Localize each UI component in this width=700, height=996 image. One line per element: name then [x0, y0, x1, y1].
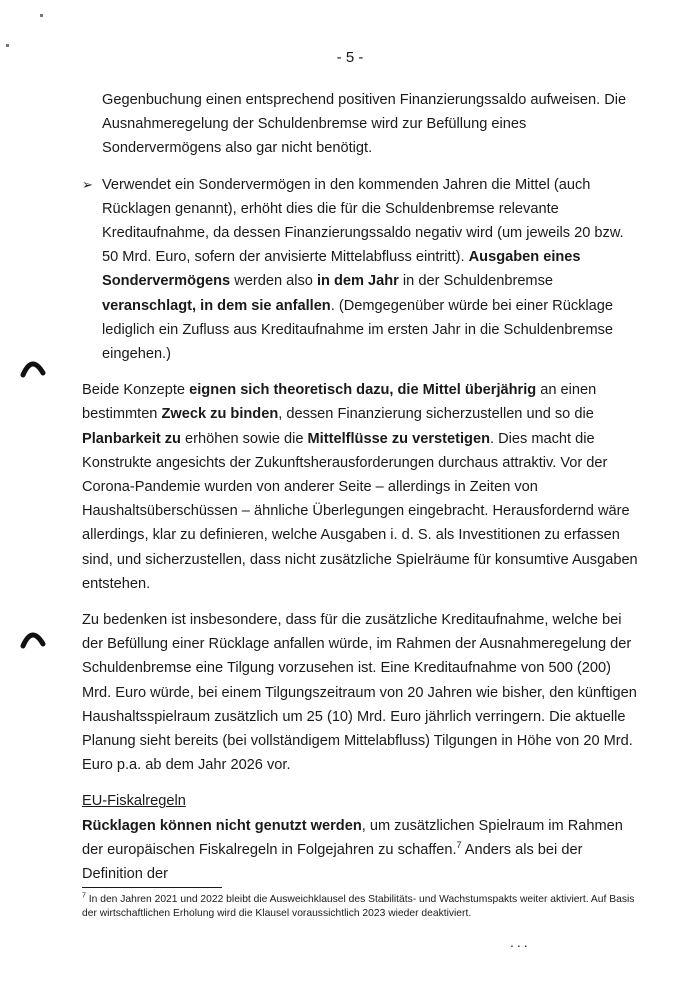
bold-phrase: Zweck zu binden	[161, 406, 279, 423]
paragraph-repayment: Zu bedenken ist insbesondere, dass für die zusätzliche Kreditaufnahme, welche bei der Befüllung einer Rücklage anfallen würde, im Rahmen der Ausnahmeregelung der Schuldenbremse eine Tilgung vorzusehen ist. Eine Kreditaufnahme von 500 (200) Mrd. Euro würde, bei einem Tilgungszeitraum von 20 Jahren wie bisher, den künftigen Haushaltsspielraum zusätzlich um 25 (10) Mrd. Euro jährlich verringern. Die aktuelle Planung sieht bereits (bei vollständigem Mittelabfluss) Tilgungen in Höhe von 20 Mrd. Euro p.a. ab dem Jahr 2026 vor.	[82, 612, 637, 774]
paragraph-concepts: Beide Konzepte eignen sich theoretisch dazu, die Mittel überjährig an einen bestimmten Zweck zu binden, dessen Finanzierung sicherzustellen und so die Planbarkeit zu erhöhen sowie die Mittelflüsse zu verstetigen. Dies macht die Konstrukte angesichts der Zukunftsherausforderungen durchaus attraktiv. Vor der Corona-Pandemie wurden von anderer Seite – allerdings in Zeiten von Haushaltsüberschüssen – ähnliche Überlegungen eingebracht. Herausfordernd wäre allerdings, klar zu definieren, welche Ausgaben i. d. S. als Investitionen zu erfassen sind, und sicherzustellen, dass nicht zusätzliche Spielräume für konsumtive Ausgaben entstehen.	[82, 382, 638, 592]
footnote-divider	[82, 887, 222, 888]
bold-phrase: Rücklagen können nicht genutzt werden	[82, 817, 362, 834]
section-heading: EU-Fiskalregeln	[82, 793, 186, 810]
bold-phrase: Ausgaben eines Sondervermögens	[102, 249, 581, 290]
scan-dot	[6, 44, 9, 47]
bullet-item	[82, 173, 642, 367]
footnote: $^7$ In den Jahren 2021 und 2022 bleibt die Ausweichklausel des Stabilitäts- und Wachstumspakts weiter aktiviert. Auf Basis der wirtschaftlichen Erholung wird die Klausel voraussichtlich 2023 wieder deaktiviert.	[82, 892, 635, 919]
bold-phrase: Planbarkeit zu	[82, 430, 181, 447]
margin-arc-mark-icon	[20, 627, 46, 649]
page-number: - 5 -	[336, 49, 364, 66]
bold-phrase: Mittelflüsse zu verstetigen	[307, 430, 490, 447]
paragraph-continuation: Gegenbuchung einen entsprechend positiven Finanzierungssaldo aufweisen. Die Ausnahmeregelung der Schuldenbremse wird zur Befüllung eines Sondervermögens also gar nicht benötigt.	[102, 92, 627, 157]
bold-phrase: veranschlagt, in dem sie anfallen	[102, 297, 331, 314]
footnote-number: 7	[82, 892, 86, 900]
bold-phrase: in dem Jahr	[316, 273, 399, 290]
arrow-bullet-icon: ➢	[82, 176, 93, 192]
bold-phrase: eignen sich theoretisch dazu, die Mittel überjährig	[189, 382, 537, 399]
continuation-dots: ...	[510, 934, 531, 950]
scan-dot	[40, 14, 43, 17]
paragraph-eu-rules: Rücklagen können nicht genutzt werden, um zusätzlichen Spielraum im Rahmen der europäischen Fiskalregeln in Folgejahren zu schaffen.$^7$ Anders als bei der Definition der	[82, 817, 623, 883]
bullet-text: Verwendet ein Sondervermögen in den kommenden Jahren die Mittel (auch Rücklagen genannt), erhöht dies die für die Schuldenbremse relevante Kreditaufnahme, da dessen Finanzierungssaldo negativ wird (um jeweils 20 bzw. 50 Mrd. Euro, sofern der anvisierte Mittelabfluss eintritt). Ausgaben eines Sondervermögens werden also in dem Jahr in der Schuldenbremse veranschlagt, in dem sie anfallen. (Demgegenüber würde bei einer Rücklage lediglich ein Zufluss aus Kreditaufnahme im ersten Jahr in die Schuldenbremse eingehen.)	[102, 176, 624, 363]
margin-arc-mark-icon	[20, 356, 46, 378]
document-body	[82, 88, 642, 886]
footnote-reference[interactable]: 7	[456, 840, 462, 851]
